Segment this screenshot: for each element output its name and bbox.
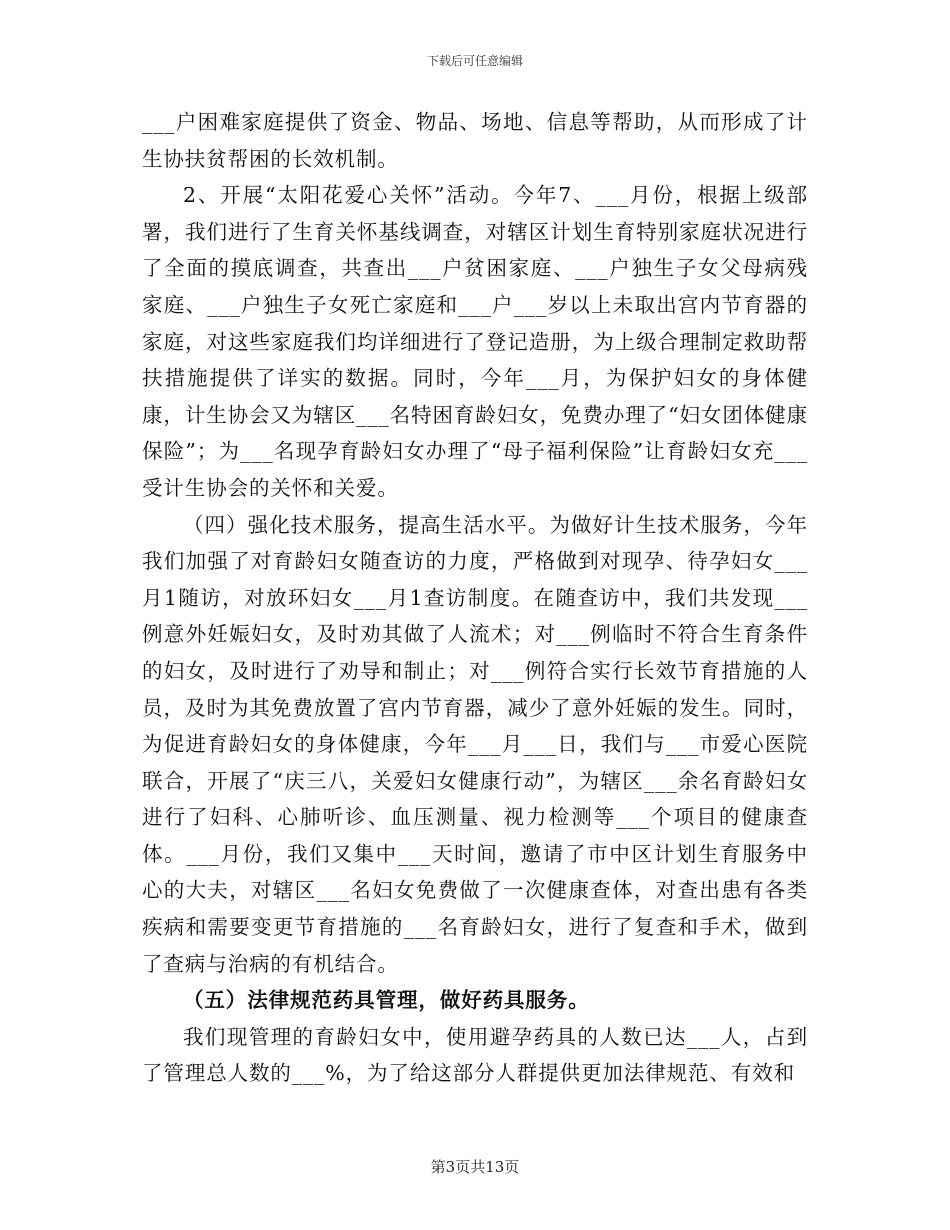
paragraph-sunflower-activity: 2、开展“太阳花爱心关怀”活动。今年7、___月份，根据上级部署，我们进行了生育关怀基线调查，对辖区计划生育特别家庭状况进行了全面的摸底调查，共查出___户贫困家庭、___户独生子女父母病残家庭、___户独生子女死亡家庭和___户___岁以上未取出宫内节育器的家庭，对这些家庭我们均详细进行了登记造册，为上级合理制定救助帮扶措施提供了详实的数据。同时，今年___月，为保护妇女的身体健康，计生协会又为辖区___名特困育龄妇女，免费办理了“妇女团体健康保险”；为___名现孕育龄妇女办理了“母子福利保险”让育龄妇女充___受计生协会的关怀和关爱。	[142, 183, 808, 500]
paragraph-contraceptive-users: 我们现管理的育龄妇女中，使用避孕药具的人数已达___人，占到了管理总人数的___%，为了给这部分人群提供更加法律规范、有效和	[142, 1024, 808, 1086]
paragraph-continuation: ___户困难家庭提供了资金、物品、场地、信息等帮助，从而形成了计生协扶贫帮困的长效机制。	[142, 110, 808, 171]
page-number-footer: 第3页共13页	[430, 1158, 520, 1176]
paragraph-technical-service: （四）强化技术服务，提高生活水平。为做好计生技术服务，今年我们加强了对育龄妇女随查访的力度，严格做到对现孕、待孕妇女___月1随访，对放环妇女___月1查访制度。在随查访中，我们共发现___例意外妊娠妇女，及时劝其做了人流术；对___例临时不符合生育条件的妇女，及时进行了劝导和制止；对___例符合实行长效节育措施的人员，及时为其免费放置了宫内节育器，减少了意外妊娠的发生。同时，为促进育龄妇女的身体健康，今年___月___日，我们与___市爱心医院联合，开展了“庆三八，关爱妇女健康行动”，为辖区___余名育龄妇女进行了妇科、心肺听诊、血压测量、视力检测等___个项目的健康查体。___月份，我们又集中___天时间，邀请了市中区计划生育服务中心的大夫，对辖区___名妇女免费做了一次健康查体，对查出患有各类疾病和需要变更节育措施的___名育龄妇女，进行了复查和手术，做到了查病与治病的有机结合。	[142, 512, 808, 976]
section-heading-contraceptive-management: （五）法律规范药具管理，做好药具服务。	[183, 988, 590, 1013]
document-body	[142, 104, 808, 1092]
page-header: 下载后可任意编辑	[426, 54, 523, 68]
